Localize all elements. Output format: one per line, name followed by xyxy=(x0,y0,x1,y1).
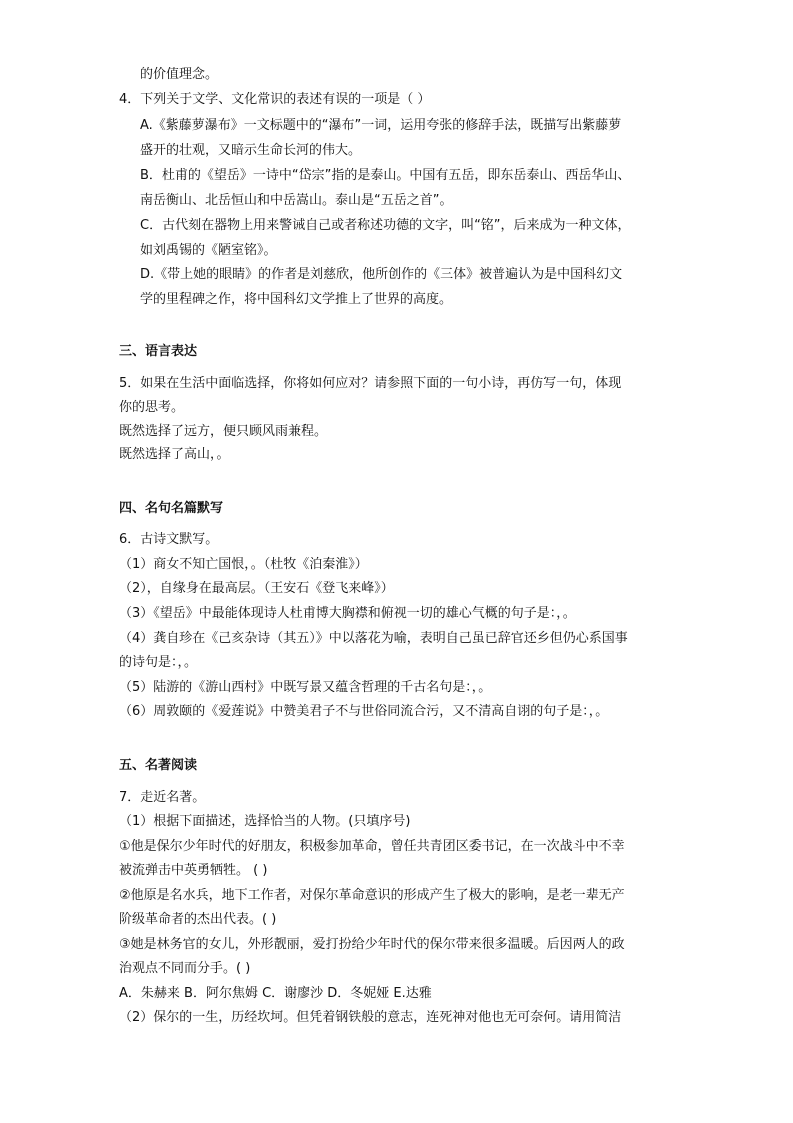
q6-item-4-line1: （4）龚自珍在《己亥杂诗（其五）》中以落花为喻，表明自己虽已辞官还乡但仍心系国事 xyxy=(119,631,628,646)
q6-item-3: （3）《望岳》中最能体现诗人杜甫博大胸襟和俯视一切的雄心气概的句子是：，。 xyxy=(119,606,576,621)
q6-item-1: （1）商女不知亡国恨，。（杜牧《泊秦淮》） xyxy=(119,557,368,572)
q7-character2-line2: 阶级革命者的杰出代表。( ) xyxy=(119,912,277,927)
q4-option-b-line2: 南岳衡山、北岳恒山和中岳嵩山。泰山是“五岳之首”。 xyxy=(140,193,453,208)
q4-stem: 4．下列关于文学、文化常识的表述有误的一项是（ ） xyxy=(119,92,431,107)
q7-part2-line1: （2）保尔的一生，历经坎坷。但凭着钢铁般的意志，连死神对他也无可奈何。请用简洁 xyxy=(119,1010,622,1025)
q5-example: 既然选择了远方，便只顾风雨兼程。 xyxy=(119,424,328,439)
q5-answer-prompt: 既然选择了高山，。 xyxy=(119,447,230,462)
q4-option-a-line2: 盛开的壮观，又暗示生命长河的伟大。 xyxy=(140,143,362,158)
q7-character1-line2: 被流弹击中英勇牺牲。 ( ) xyxy=(119,863,268,878)
q7-answer-options: A．朱赫来 B．阿尔焦姆 C．谢廖沙 D．冬妮娅 E.达雅 xyxy=(119,986,432,1001)
q4-option-b-line1: B．杜甫的《望岳》一诗中“岱宗”指的是泰山。中国有五岳，即东岳泰山、西岳华山、 xyxy=(140,168,631,183)
q6-item-5: （5）陆游的《游山西村》中既写景又蕴含哲理的千古名句是：，。 xyxy=(119,680,492,695)
q6-item-6: （6）周敦颐的《爱莲说》中赞美君子不与世俗同流合污，又不清高自诩的句子是：，。 xyxy=(119,704,609,719)
q7-stem: 7．走近名著。 xyxy=(119,790,206,805)
q4-option-d-line1: D.《带上她的眼睛》的作者是刘慈欣，他所创作的《三体》被普遍认为是中国科幻文 xyxy=(140,267,623,282)
q4-option-c-line2: 如刘禹锡的《陋室铭》。 xyxy=(140,243,277,258)
q4-option-c-line1: C．古代刻在器物上用来警诫自己或者称述功德的文字，叫“铭”，后来成为一种文体， xyxy=(140,218,631,233)
q5-line2: 你的思考。 xyxy=(119,400,185,415)
q7-character1-line1: ①他是保尔少年时代的好朋友，积极参加革命，曾任共青团区委书记，在一次战斗中不幸 xyxy=(119,839,625,854)
section-heading-language-expression: 三、语言表达 xyxy=(119,344,198,359)
q3-text-tail: 的价值理念。 xyxy=(140,67,219,82)
section-heading-recitation: 四、名句名篇默写 xyxy=(119,501,224,516)
q6-item-2: （2），自缘身在最高层。（王安石《登飞来峰》） xyxy=(119,581,394,596)
q4-option-a-line1: A.《紫藤萝瀑布》一文标题中的“瀑布”一词，运用夸张的修辞手法，既描写出紫藤萝 xyxy=(140,118,622,133)
q6-item-4-line2: 的诗句是：，。 xyxy=(119,655,198,670)
q6-stem: 6．古诗文默写。 xyxy=(119,532,219,547)
q7-character3-line2: 治观点不同而分手。( ) xyxy=(119,961,251,976)
q5-line1: 5．如果在生活中面临选择，你将如何应对？请参照下面的一句小诗，再仿写一句，体现 xyxy=(119,376,622,391)
section-heading-classics-reading: 五、名著阅读 xyxy=(119,758,198,773)
q7-character2-line1: ②他原是名水兵，地下工作者，对保尔革命意识的形成产生了极大的影响，是老一辈无产 xyxy=(119,888,625,903)
q7-character3-line1: ③她是林务官的女儿，外形靓丽，爱打扮给少年时代的保尔带来很多温暖。后因两人的政 xyxy=(119,937,625,952)
q4-option-d-line2: 学的里程碑之作，将中国科幻文学推上了世界的高度。 xyxy=(140,292,453,307)
q7-part1-instruction: （1）根据下面描述，选择恰当的人物。(只填序号) xyxy=(119,814,411,829)
